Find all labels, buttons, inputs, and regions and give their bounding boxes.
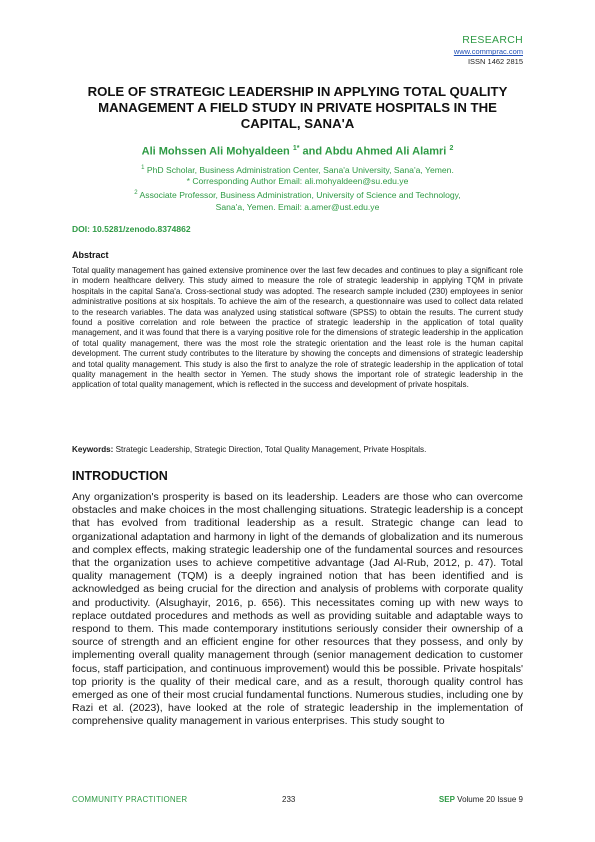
author-1-name: Ali Mohssen Ali Mohyaldeen bbox=[141, 145, 290, 158]
footer-volume-issue: Volume 20 Issue 9 bbox=[457, 795, 523, 804]
introduction-text: Any organization's prosperity is based on its leadership. Leaders are those who can overcome obstacles and make choices in the most challenging situations. Strategic leadership is a concept that has evolved from traditional leadership as a result. Strategic change can lead to organizational adaptation and harmony in light of the demands of globalization and its numerous and complex effects, making strategic leadership one of the fundamental sources and resources that the organization uses to achieve competitive advantage (Jad Al-Rub, 2012, p. 47). Total quality management (TQM) is a deeply ingrained notion that has been identified and is acknowledged as being crucial for the direction and analysis of problems with corporate quality and productivity. (Alsughayir, 2016, p. 656). This necessitates coming up with new ways to replace outdated procedures and methods as well as providing suitable and adaptable ways to respond to them. This made contemporary institutions seriously consider their ownership of a source of strength and an efficient engine for other resources that they possess, and only by implementing overall quality management through (senior management dedication to customer focus, staff participation, and continuous improvement) would this be possible. Private hospitals' top priority is the quality of their medical care, and as a result, thorough quality control has emerged as one of their most crucial fundamental functions. Numerous studies, including one by Razi et al. (2023), have looked at the role of strategic leadership in the implementation of comprehensive quality management in various enterprises. This study sought to bbox=[72, 491, 523, 728]
introduction-heading: INTRODUCTION bbox=[72, 469, 168, 483]
affiliation-2-text: Associate Professor, Business Administration, University of Science and Technology, bbox=[139, 189, 461, 200]
author-line bbox=[72, 145, 523, 158]
journal-header bbox=[454, 34, 523, 66]
section-label: RESEARCH bbox=[462, 34, 523, 46]
corresponding-author-email: * Corresponding Author Email: ali.mohyaldeen@su.edu.ye bbox=[186, 176, 409, 187]
abstract-text: Total quality management has gained extensive prominence over the last few decades and continues to play a significant role in modern healthcare delivery. This study aimed to measure the role of strategic leadership in applying TQM in private hospitals in the capital Sana'a. Cross-sectional study was adopted. The research sample included (230) employees in senior administrative positions at six hospitals. To achieve the aim of the research, a questionnaire was used to collect data related to the research variables. The data was analyzed using statistical software (SPSS) to obtain the results. The current study found a positive correlation and role between the practice of strategic leadership in the application of total quality management, and it was found that there is a varying positive role for the dimensions of strategic leadership in the application of total quality management, there was the most role the strategic orientation and the least role is the human capital development. The current study contributes to the literature by showing the concepts and dimensions of strategic leadership and total quality management. This study is also the first to analyze the role of strategic leadership in the application of total quality management in the health sector in Yemen. The study shows the important role of strategic leadership in the application of total quality management, which is reflected in the success and development of private hospitals. bbox=[72, 266, 523, 390]
footer-volume bbox=[439, 795, 523, 804]
affiliation-1 bbox=[72, 163, 523, 176]
issn-number: ISSN 1462 2815 bbox=[467, 56, 523, 66]
doi-link[interactable]: DOI: 10.5281/zenodo.8374862 bbox=[72, 224, 191, 234]
footer-journal-name: COMMUNITY PRACTITIONER bbox=[72, 795, 188, 804]
author-1-superscript: 1* bbox=[292, 145, 300, 152]
affiliations bbox=[72, 163, 523, 213]
abstract-heading: Abstract bbox=[72, 250, 109, 260]
author-connector: and bbox=[302, 145, 323, 158]
journal-url-link[interactable]: www.commprac.com bbox=[453, 47, 523, 57]
footer-month: SEP bbox=[438, 795, 455, 804]
keywords-text: Strategic Leadership, Strategic Direction, Total Quality Management, Private Hospitals. bbox=[115, 445, 427, 454]
keywords bbox=[72, 445, 523, 454]
affiliation-1-text: PhD Scholar, Business Administration Center, Sana'a University, Sana'a, Yemen. bbox=[146, 164, 454, 175]
affiliation-2-superscript: 2 bbox=[134, 190, 138, 197]
author-2-superscript: 2 bbox=[449, 145, 454, 152]
author-2-name: Abdu Ahmed Ali Alamri bbox=[324, 145, 447, 158]
affiliation-2-continued: Sana'a, Yemen. Email: a.amer@ust.edu.ye bbox=[215, 201, 380, 212]
keywords-label: Keywords: bbox=[72, 445, 114, 454]
affiliation-2 bbox=[72, 188, 523, 201]
paper-title: ROLE OF STRATEGIC LEADERSHIP IN APPLYING TOTAL QUALITY MANAGEMENT A FIELD STUDY IN PRIVATE HOSPITALS IN THE CAPITAL, SANA'A bbox=[87, 84, 508, 131]
page-number: 233 bbox=[282, 795, 296, 804]
affiliation-1-superscript: 1 bbox=[141, 165, 145, 171]
